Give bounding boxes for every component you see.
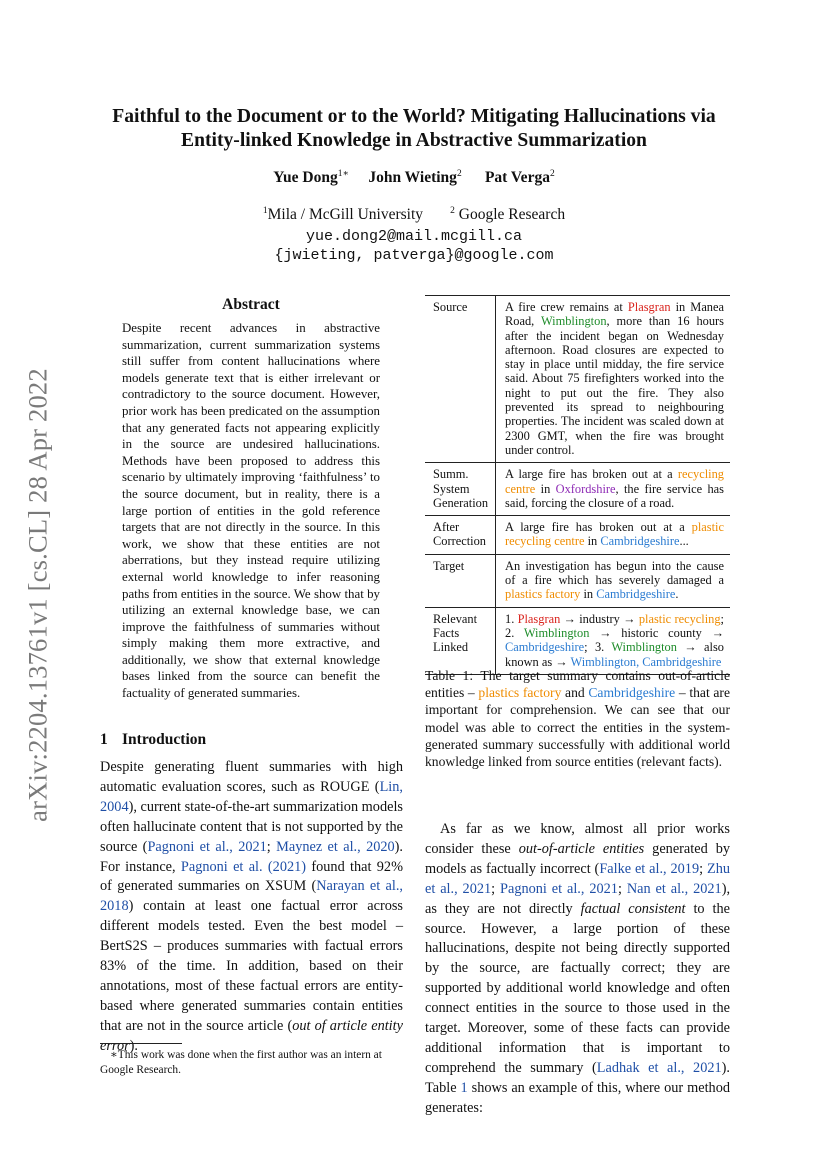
text-run: in [580, 587, 597, 602]
highlighted-entity: Plasgran [517, 611, 561, 626]
highlighted-entity: plastic recycling centre [505, 520, 724, 549]
text-run: → historic county → [589, 625, 725, 640]
text-run: . [675, 587, 679, 602]
email-first-author: yue.dong2@mail.mcgill.ca [305, 228, 523, 245]
example-table [425, 295, 730, 675]
text-run: – that are important for comprehension. We can see that our model was able to correct the entities in the system-generated summary successfully with additional world knowledge linked from source entities (relevant facts). [425, 685, 730, 770]
author: John Wieting$^2$ [368, 169, 462, 187]
row-label: Target [433, 558, 465, 573]
text-run: in [535, 481, 556, 496]
citation-link[interactable]: Nan et al., 2021 [626, 880, 722, 897]
text-run: in Manea Road, [505, 300, 725, 329]
text-run: 1. [505, 611, 518, 626]
text-run: ). For instance, [100, 838, 404, 875]
emphasis-text: out-of-article entities [518, 840, 645, 857]
text-run: to the source. However, a large portion of these hallucinations, despite not being directly supported by the source, are factually correct; they are supported by additional world knowledge and often connect entities in the source to those used in the target. Moreover, some of these facts can provide additional information that is important to comprehend the summary ( [425, 900, 730, 1076]
highlighted-entity: plastics factory [505, 587, 581, 602]
citation-link[interactable]: Pagnoni et al., 2021 [500, 880, 618, 897]
table-row [425, 462, 730, 515]
citation-link[interactable]: Lin, 2004 [100, 778, 403, 815]
highlighted-entity: Cambridgeshire [600, 534, 680, 549]
highlighted-entity: Cambridgeshire [505, 640, 585, 655]
text-run: A fire crew remains at [505, 300, 628, 314]
text-run: ; [617, 880, 627, 897]
text-run: ; 3. [584, 640, 612, 655]
row-text [495, 555, 730, 607]
footnote-rule [100, 1043, 182, 1044]
author-list [60, 168, 768, 187]
citation-link[interactable]: Falke et al., 2019 [599, 860, 700, 877]
text-run: A large fire has broken out at a [505, 467, 678, 482]
table-row [425, 515, 730, 554]
text-run: found that 92% of generated summaries on XSUM ( [100, 858, 403, 895]
highlighted-entity: Wimblington [611, 640, 677, 655]
row-label: After Correction [433, 520, 486, 549]
highlighted-entity: recycling centre [505, 467, 724, 496]
row-text [495, 516, 730, 554]
text-run: ; [491, 880, 501, 897]
author: Pat Verga$^2$ [484, 169, 555, 187]
text-run: As far as we know, almost all prior works consider these [425, 821, 730, 857]
text-run: , the fire service has said, forcing the closure of a road. [505, 481, 724, 510]
affiliations: $^1$Mila / McGill University $^2$ Google Research [262, 206, 566, 224]
highlighted-entity: Oxfordshire [555, 481, 616, 496]
title-line-2: Entity-linked Knowledge in Abstractive Summarization [181, 130, 647, 151]
text-run: Table 1: The target summary contains out-of-article entities – [425, 668, 730, 701]
introduction-paragraph [100, 758, 403, 1057]
row-text [495, 296, 730, 462]
text-run: A large fire has broken out at a [505, 520, 692, 535]
text-run: ), as they are not directly [425, 880, 731, 917]
text-run: ) contain at least one factual error across different models tested. Even the best model – BertS2S – produces summaries with factual errors 83% of the time. In addition, based on their annotations, most of these factual errors are entity-based where generated summaries contain entities that are not in the source article ( [100, 898, 403, 1034]
citation-link[interactable]: Pagnoni et al. (2021) [180, 858, 307, 875]
row-label: Source [433, 300, 468, 314]
highlighted-entity: Plasgran [627, 300, 671, 314]
text-run: ), current state-of-the-art summarization models often hallucinate content that is not supported by the source ( [100, 798, 403, 855]
highlighted-entity: Wimblington, Cambridgeshire [570, 654, 722, 669]
highlighted-entity: Wimblington [523, 625, 590, 640]
citation-link[interactable]: Narayan et al., 2018 [100, 878, 403, 915]
text-run: ; 2. [505, 611, 724, 640]
highlighted-entity: Cambridgeshire [596, 587, 676, 602]
table-caption [425, 667, 730, 770]
text-run: → industry → [560, 611, 639, 626]
row-label: Summ. System Generation [433, 467, 489, 510]
right-column-paragraph [425, 820, 730, 1119]
highlighted-entity: plastic recycling [638, 611, 721, 626]
citation-link[interactable]: 1 [460, 1079, 468, 1096]
abstract-heading: Abstract [222, 296, 280, 313]
citation-link[interactable]: Pagnoni et al., 2021 [147, 838, 267, 855]
arxiv-stamp: arXiv:2204.13761v1 [cs.CL] 28 Apr 2022 [22, 368, 53, 822]
text-run: ). [129, 1037, 138, 1054]
text-run: generated by models as factually incorrect ( [425, 840, 730, 877]
table-row [425, 296, 730, 462]
highlighted-entity: Wimblington [540, 314, 607, 329]
paper-title [60, 105, 768, 153]
text-run: An investigation has begun into the cause of a fire which has severely damaged a [505, 558, 724, 588]
title-line-1: Faithful to the Document or to the World? Mitigating Hallucinations via [112, 106, 716, 127]
text-run: Despite generating fluent summaries with high automatic evaluation scores, such as ROUGE ( [100, 759, 403, 795]
row-text [495, 463, 730, 515]
table-row [425, 554, 730, 607]
text-run: → also known as → [505, 640, 724, 669]
citation-link[interactable]: Zhu et al., 2021 [425, 860, 730, 897]
table-row [425, 607, 730, 674]
text-run: ; [699, 860, 707, 877]
email-coauthors: {jwieting, patverga}@google.com [274, 247, 554, 264]
section-heading-introduction: 1 Introduction [100, 731, 207, 748]
citation-link[interactable]: Ladhak et al., 2021 [596, 1059, 722, 1076]
emphasis-text: factual consistent [580, 900, 686, 917]
author: Yue Dong$^{1∗}$ [273, 169, 349, 187]
emphasis-text: out of article entity error [100, 1017, 403, 1054]
citation-link[interactable]: Maynez et al., 2020 [276, 838, 395, 855]
highlighted-entity: Cambridgeshire [588, 685, 676, 701]
text-run: , more than 16 hours after the incident began on Wednesday afternoon. Road closures are expected to stay in place until midday, the fire service said. About 75 firefighters worked into the night to put out the fire. They also prevented its spread to neighbouring properties. The incident was scaled down at 2300 GMT, when the fire was brought under control. [505, 314, 724, 457]
text-run: ; [266, 838, 277, 855]
text-run: shows an example of this, where our method generates: [425, 1079, 730, 1116]
text-run: ... [679, 534, 689, 549]
row-label: Relevant Facts Linked [433, 611, 478, 655]
text-run: ). Table [425, 1059, 730, 1096]
text-run: in [584, 534, 601, 549]
abstract-text: Despite recent advances in abstractive summarization, current summarization systems still suffer from content hallucinations where models generate text that is either irrelevant or contradictory to the source document. However, prior work has been predicated on the assumption that any generated facts not appearing explicitly in the source are undesired hallucinations. Methods have been proposed to address this scenario by ultimately improving ‘faithfulness’ to the source document, but in reality, there is a large portion of entities in the gold reference targets that are not directly in the source. In this work, we show that these entities are not aberrations, but they instead require utilizing external world knowledge to infer reasoning paths from entities in the source. We show that by utilizing an external knowledge base, we can improve the faithfulness of summaries without simply making them more extractive, and additionally, we show that external knowledge bases linked from the source can benefit the factuality of generated summaries. [122, 321, 380, 701]
footnote: ∗This work was done when the first author was an intern at Google Research. [100, 1049, 382, 1076]
highlighted-entity: plastics factory [478, 685, 562, 701]
row-text [495, 608, 730, 674]
paragraph-text [425, 820, 730, 1119]
text-run: and [561, 685, 589, 701]
